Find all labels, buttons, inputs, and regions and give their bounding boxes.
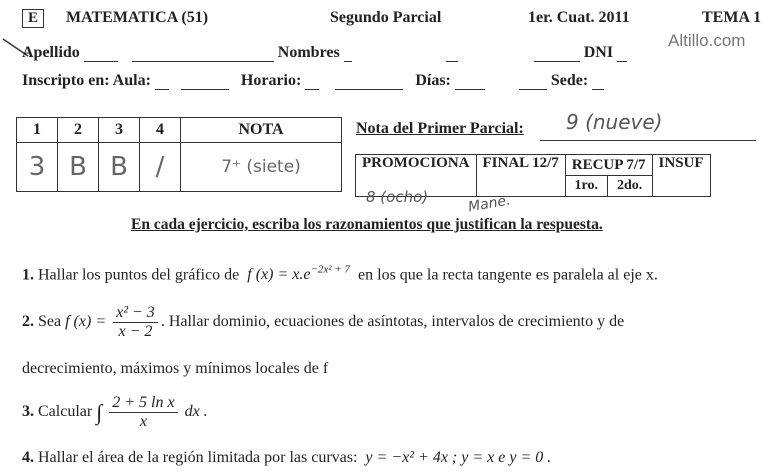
question-4-formula: y = −x² + 4x ; y = x e y = 0 . <box>365 449 552 466</box>
watermark: Altillo.com <box>668 31 746 50</box>
question-4-text: Hallar el área de la región limitada por las curvas: <box>38 449 358 466</box>
dias-label: Días: <box>415 72 451 89</box>
sede-pre-blank[interactable] <box>519 75 547 90</box>
dni-pre-blank[interactable] <box>534 47 580 62</box>
dni-blank[interactable] <box>617 47 627 62</box>
question-1-formula: f $(x) = x.e^{-2x^2 + 7}$ <box>247 264 351 284</box>
status-insuf: INSUF <box>652 155 710 197</box>
dni-label: DNI <box>583 44 614 61</box>
first-exam-label: Nota del Primer Parcial: <box>356 120 524 137</box>
question-2 <box>22 304 624 341</box>
question-2-text: Sea <box>38 313 62 331</box>
sede-blank[interactable] <box>592 75 604 90</box>
question-1-number: 1. <box>22 266 34 284</box>
first-exam-line <box>540 140 756 141</box>
tema-box-letter: E <box>22 9 44 28</box>
horario-label: Horario: <box>240 72 302 89</box>
horario-blank[interactable] <box>305 75 319 90</box>
dias-blank[interactable] <box>455 75 485 90</box>
sede-label: Sede: <box>550 72 589 89</box>
apellido-label: Apellido <box>22 44 80 61</box>
grade-mark-2: B <box>58 143 99 192</box>
question-3 <box>22 394 208 431</box>
status-recup: RECUP 7/7 <box>565 155 652 176</box>
signature: Mane. <box>466 192 512 216</box>
status-recup-1ro: 1ro. <box>565 176 607 197</box>
horario-blank-2[interactable] <box>335 75 403 90</box>
grade-header-1: 1 <box>17 118 58 143</box>
aula-blank[interactable] <box>155 75 169 90</box>
nombres-label: Nombres <box>277 44 340 61</box>
status-promociona: PROMOCIONA <box>356 155 477 197</box>
nombres-blank-2[interactable] <box>446 47 458 62</box>
question-2-continuation: decrecimiento, máximos y mínimos locales de f <box>22 360 329 377</box>
question-1-text-end: en los que la recta tangente es paralela al eje x. <box>358 266 658 284</box>
question-2-number: 2. <box>22 313 34 331</box>
grade-header-nota: NOTA <box>181 118 342 143</box>
grade-mark-nota: 7⁺ (siete) <box>181 143 342 192</box>
exam-name: Segundo Parcial <box>330 9 442 26</box>
question-3-number: 3. <box>22 403 34 421</box>
status-final: FINAL 12/7 <box>476 155 565 197</box>
grade-header-3: 3 <box>99 118 140 143</box>
aula-blank-2[interactable] <box>181 75 229 90</box>
question-1-text: Hallar los puntos del gráfico de <box>38 266 240 284</box>
grade-table <box>16 117 342 192</box>
exam-term: 1er. Cuat. 2011 <box>528 9 630 26</box>
question-2-text-end: . Hallar dominio, ecuaciones de asíntotas, intervalos de crecimiento y de <box>160 313 625 331</box>
status-recup-2do: 2do. <box>607 176 652 197</box>
grade-mark-1: 3 <box>17 143 58 192</box>
question-4-number: 4. <box>22 449 34 466</box>
question-1 <box>22 264 658 284</box>
grade-header-2: 2 <box>58 118 99 143</box>
apellido-row <box>22 44 627 62</box>
question-3-formula: ∫ $\frac{\text{2 + 5 ln x}}{x}$ dx . <box>96 394 208 430</box>
grade-mark-3: B <box>99 143 140 192</box>
question-3-text: Calcular <box>38 403 93 421</box>
course-title: MATEMATICA (51) <box>66 9 209 26</box>
grade-header-4: 4 <box>140 118 181 143</box>
question-2-formula: f (x) = $\frac{\text{x² − 3}}{x - 2}$ <box>65 313 161 330</box>
first-exam-handwritten: 9 (nueve) <box>566 110 663 134</box>
aula-label: Inscripto en: Aula: <box>22 72 151 89</box>
inscripto-row <box>22 72 604 90</box>
apellido-blank-2[interactable] <box>132 47 274 62</box>
nombres-blank[interactable] <box>344 47 352 62</box>
apellido-blank[interactable] <box>84 47 118 62</box>
question-4 <box>22 449 551 467</box>
instruction: En cada ejercicio, escriba los razonamientos que justifican la respuesta. <box>131 216 603 233</box>
grade-mark-4: / <box>140 143 181 192</box>
promociona-handwritten: 8 (ocho) <box>366 188 429 206</box>
tema-label: TEMA 1 <box>702 9 762 26</box>
